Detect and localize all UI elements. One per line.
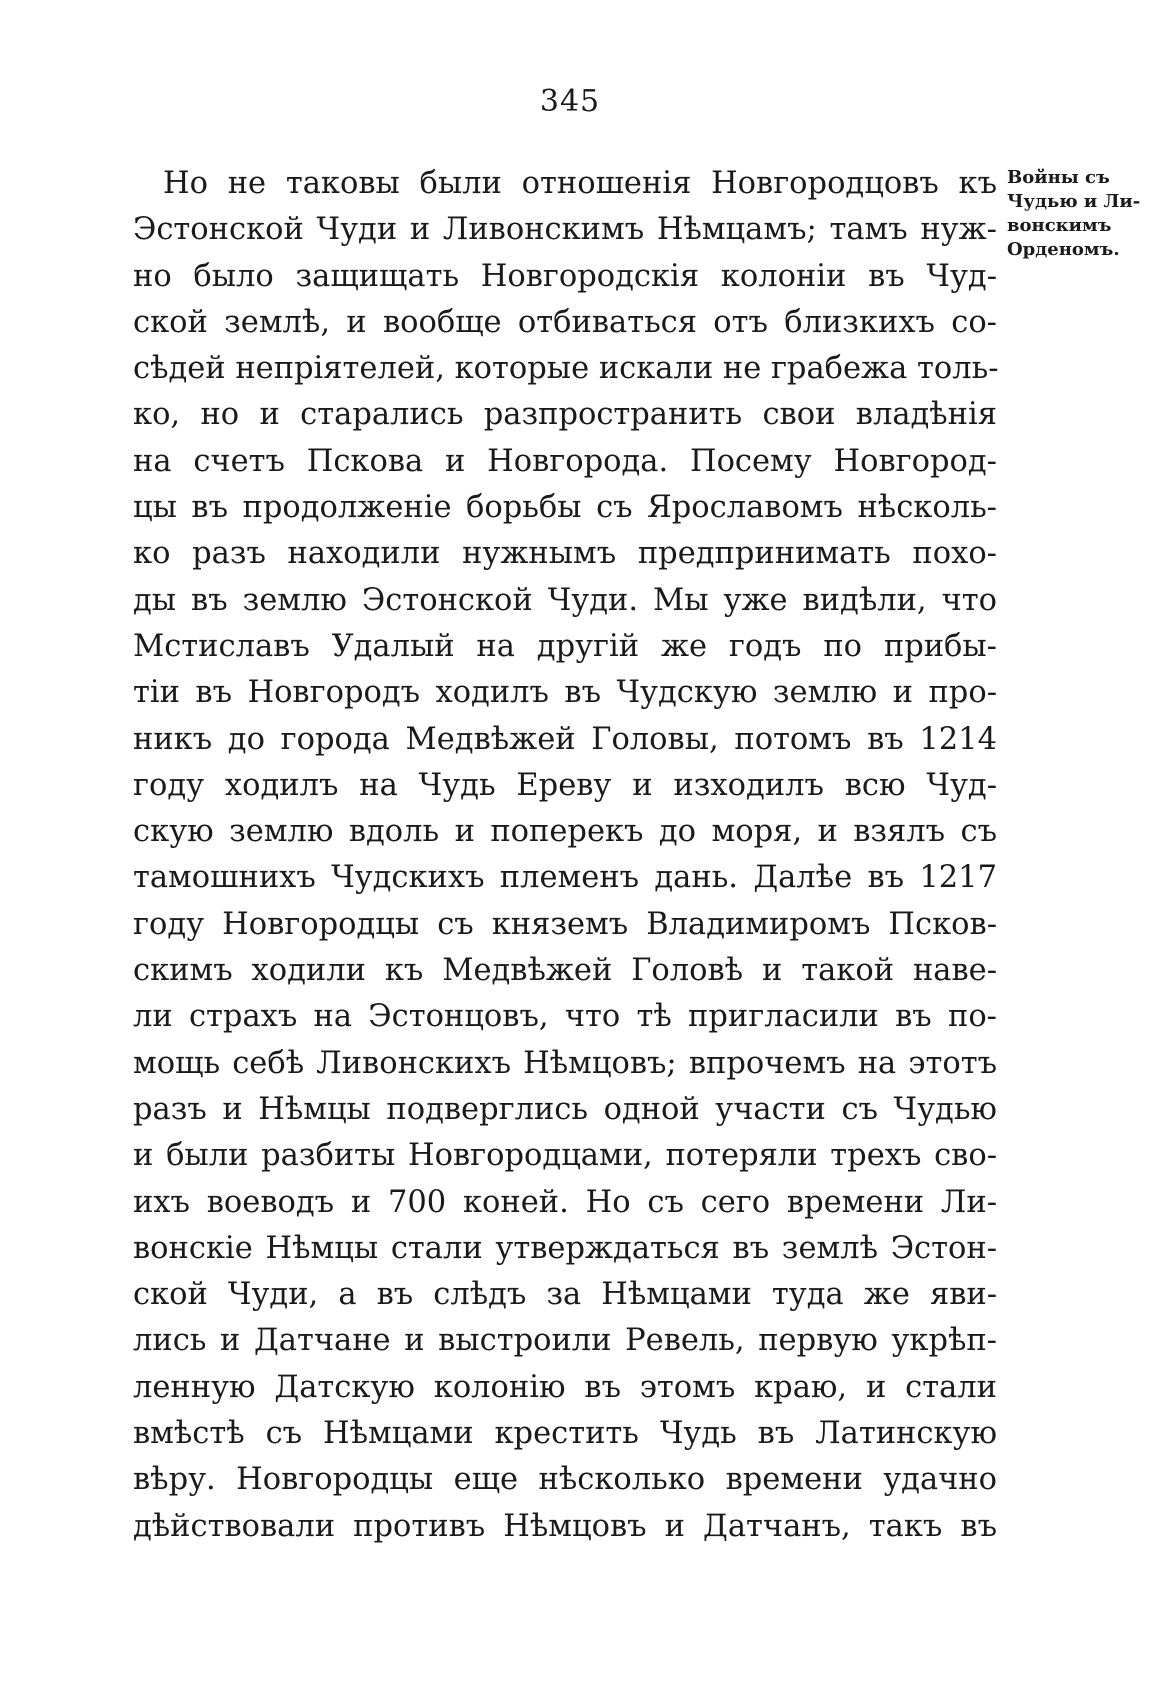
text-line: вмѣстѣ съ Нѣмцами крестить Чудь въ Латинскую xyxy=(133,1416,997,1452)
text-line: мощь себѣ Ливонскихъ Нѣмцовъ; впрочемъ на этотъ xyxy=(133,1045,997,1081)
text-line: ленную Датскую колонію въ этомъ краю, и стали xyxy=(133,1369,997,1405)
text-line: вонскіе Нѣмцы стали утверждаться въ землѣ Эстон- xyxy=(133,1230,997,1266)
text-line: сѣдей непріятелей, которые искали не грабежа толь- xyxy=(133,351,999,387)
text-line: ской Чуди, а въ слѣдъ за Нѣмцами туда же яви- xyxy=(133,1277,997,1313)
text-line: никъ до города Медвѣжей Головы, потомъ въ 1214 xyxy=(133,721,997,757)
text-line: скимъ ходили къ Медвѣжей Головѣ и такой наве- xyxy=(133,953,997,989)
margin-note-line: Орденомъ. xyxy=(1007,239,1120,260)
text-line: вѣру. Новгородцы еще нѣсколько времени удачно xyxy=(133,1462,997,1498)
text-line: году ходилъ на Чудь Ереву и изходилъ всю Чуд- xyxy=(133,767,997,803)
text-line: но было защищать Новгородскія колоніи въ Чуд- xyxy=(133,258,997,294)
body-text xyxy=(133,161,997,1550)
text-line: ко, но и старались разпространить свои владѣнія xyxy=(133,397,997,433)
text-line: цы въ продолженіе борьбы съ Ярославомъ нѣсколь- xyxy=(133,490,997,526)
margin-note-line: Чудью и Ли- xyxy=(1007,191,1141,212)
page-number: 345 xyxy=(539,84,601,119)
text-line: Эстонской Чуди и Ливонскимъ Нѣмцамъ; тамъ нуж- xyxy=(133,212,997,248)
margin-note-line: вонскимъ xyxy=(1007,215,1112,236)
text-line: ды въ землю Эстонской Чуди. Мы уже видѣли, что xyxy=(133,582,997,618)
text-line: ской землѣ, и вообще отбиваться отъ близкихъ со- xyxy=(133,304,997,340)
text-line: лись и Датчане и выстроили Ревель, первую укрѣп- xyxy=(133,1323,997,1359)
text-line: ко разъ находили нужнымъ предпринимать похо- xyxy=(133,536,997,572)
text-line: разъ и Нѣмцы подверглись одной участи съ Чудью xyxy=(133,1091,997,1127)
margin-note-line: Войны съ xyxy=(1007,167,1110,188)
text-line: тіи въ Новгородъ ходилъ въ Чудскую землю и про- xyxy=(133,675,997,711)
text-line: скую землю вдоль и поперекъ до моря, и взялъ съ xyxy=(133,814,997,850)
text-line: ихъ воеводъ и 700 коней. Но съ сего времени Ли- xyxy=(133,1184,997,1220)
text-line: дѣйствовали противъ Нѣмцовъ и Датчанъ, такъ въ xyxy=(133,1508,997,1544)
text-line: тамошнихъ Чудскихъ племенъ дань. Далѣе въ 1217 xyxy=(133,860,997,896)
text-line: на счетъ Пскова и Новгорода. Посему Новгород- xyxy=(133,443,997,479)
text-line: Но не таковы были отношенія Новгородцовъ къ xyxy=(163,166,997,201)
text-line: ли страхъ на Эстонцовъ, что тѣ пригласили въ по- xyxy=(133,999,997,1035)
text-line: и были разбиты Новгородцами, потеряли трехъ сво- xyxy=(133,1138,997,1174)
margin-note xyxy=(1007,166,1157,262)
text-line: году Новгородцы съ княземъ Владимиромъ Псков- xyxy=(133,906,997,942)
text-line: Мстиславъ Удалый на другій же годъ по прибы- xyxy=(133,628,997,664)
